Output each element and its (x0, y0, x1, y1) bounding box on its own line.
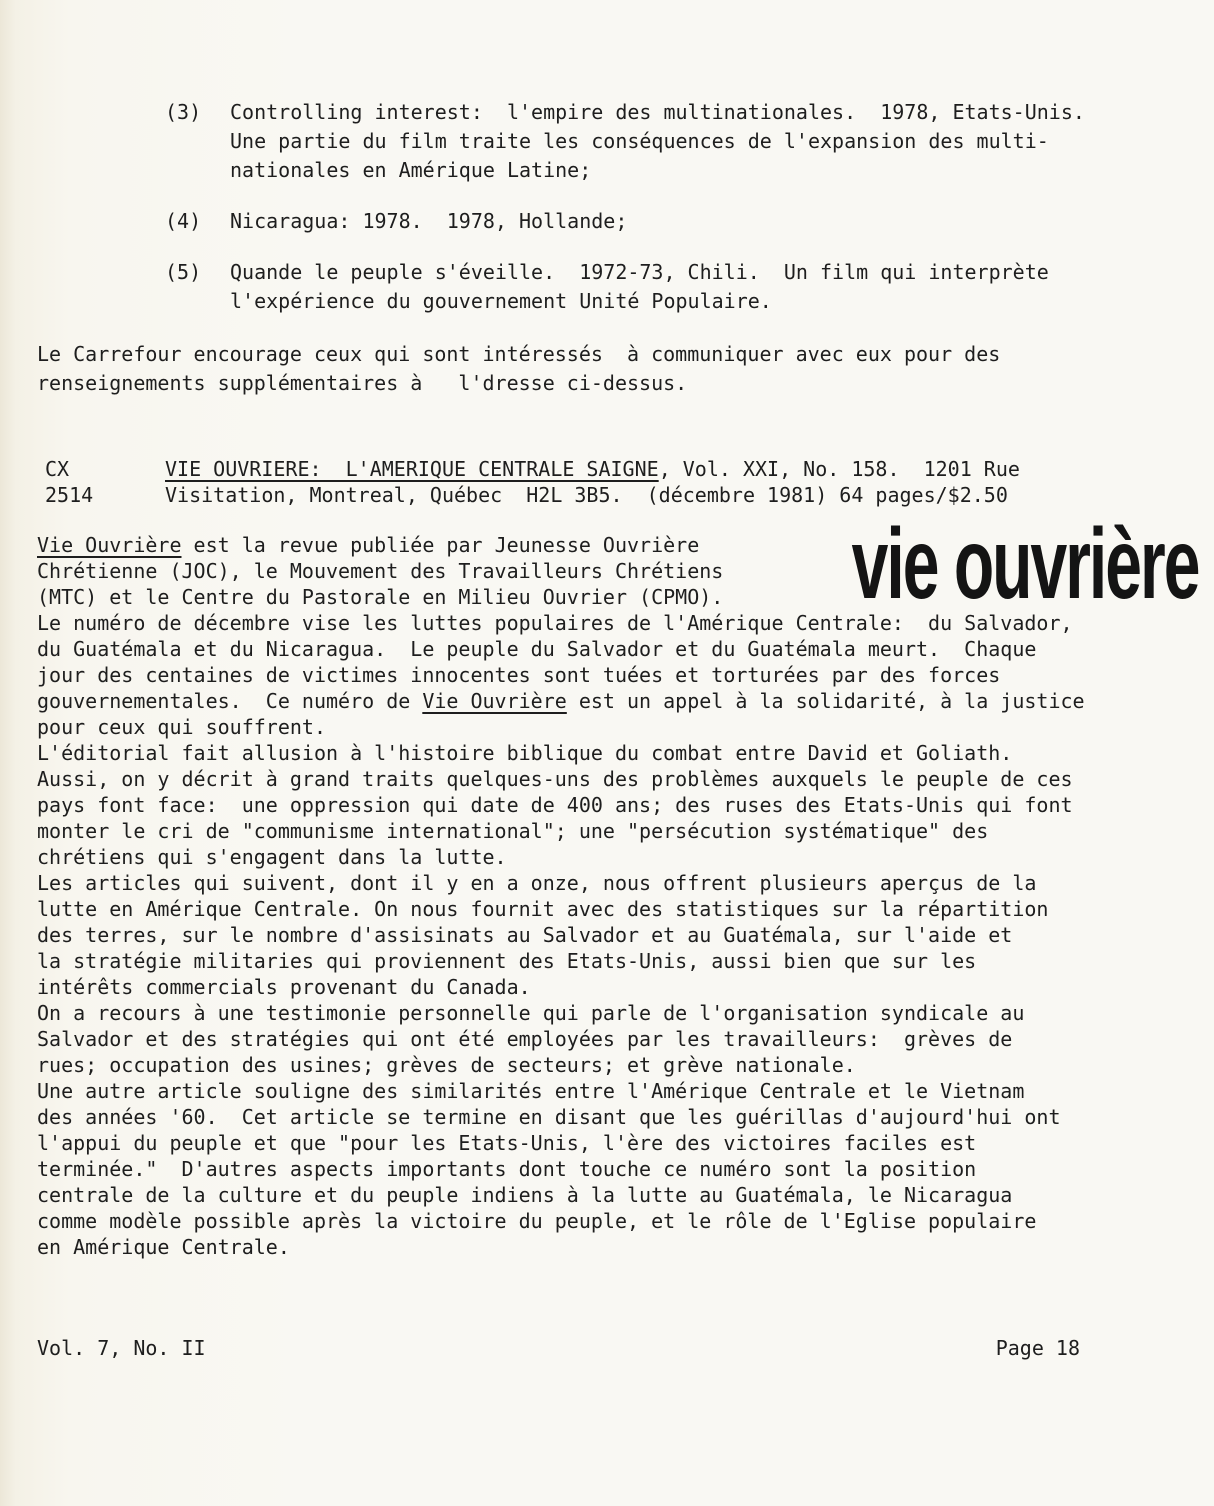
film-item-number: (4) (165, 209, 202, 233)
carrefour-paragraph: Le Carrefour encourage ceux qui sont intéressés à communiquer avec eux pour des renseignements supplémentaires à l'dresse ci-dessus. (37, 342, 1001, 395)
film-item-number: (5) (165, 260, 202, 284)
review-paragraph-4: On a recours à une testimonie personnelle qui parle de l'organisation syndicale au Salvador et des stratégies qui ont été employées par les travailleurs: grèves de rues; occupation des usines; grèves de secteurs; et grève nationale. (37, 1001, 1025, 1077)
film-item-text: Quande le peuple s'éveille. 1972-73, Chili. Un film qui interprète l'expérience du gouvernement Unité Populaire. (230, 260, 1049, 313)
film-list-item-3 (165, 98, 1184, 185)
film-item-number: (3) (165, 100, 202, 124)
review-paragraph-5: Une autre article souligne des similarités entre l'Amérique Centrale et le Vietnam des années '60. Cet article se termine en disant que les guérillas d'aujourd'hui ont l'appui du peuple et que "pour les Etats-Unis, l'ère des victoires faciles est terminée." D'autres aspects importants dont touche ce numéro sont la position centrale de la culture et du peuple indiens à la lutte au Guatémala, le Nicaragua comme modèle possible après la victoire du peuple, et le rôle de l'Eglise populaire en Amérique Centrale. (37, 1079, 1061, 1259)
film-item-text: Controlling interest: l'empire des multinationales. 1978, Etats-Unis. Une partie du film traite les conséquences de l'expansion des multi- nationales en Amérique Latine; (230, 100, 1085, 182)
film-list (165, 98, 1184, 316)
film-list-item-4 (165, 207, 1184, 236)
review-paragraph-3: Les articles qui suivent, dont il y en a onze, nous offrent plusieurs aperçus de la lutte en Amérique Centrale. On nous fournit avec des statistiques sur la répartition des terres, sur le nombre d'assisinats au Salvador et au Guatémala, sur l'aide et la stratégie militaries qui proviennent des Etats-Unis, aussi bien que sur les intérêts commercials provenant du Canada. (37, 871, 1049, 999)
catalog-entry-title: VIE OUVRIERE: L'AMERIQUE CENTRALE SAIGNE, Vol. XXI, No. 158. 1201 Rue Visitation, Montreal, Québec H2L 3B5. (décembre 1981) 64 pages/$2.50 (165, 457, 1020, 507)
footer-volume: Vol. 7, No. II (37, 1336, 206, 1360)
catalog-code-prefix: CX (45, 457, 70, 481)
catalog-entry (37, 456, 1184, 508)
review-paragraph-1: Vie Ouvrière est la revue publiée par Jeunesse Ouvrière Chrétienne (JOC), le Mouvement des Travailleurs Chrétiens (MTC) et le Centre du Pastorale en Milieu Ouvrier (CPMO). Le numéro de décembre vise les luttes populaires de l'Amérique Centrale: du Salvador, du Guatémala et du Nicaragua. Le peuple du Salvador et du Guatémala meurt. Chaque jour des centaines de victimes innocentes sont tuées et torturées par des forces gouvernementales. Ce numéro de Vie Ouvrière est un appel à la solidarité, à la justice pour ceux qui souffrent. (37, 533, 1085, 739)
review-section (37, 508, 1198, 1260)
review-paragraph-2: L'éditorial fait allusion à l'histoire biblique du combat entre David et Goliath. Aussi, on y décrit à grand traits quelques-uns des problèmes auxquels le peuple de ces pays font face: une oppression qui date de 400 ans; des ruses des Etats-Unis qui font monter le cri de "communisme international"; une "persécution systématique" des chrétiens qui s'engagent dans la lutte. (37, 741, 1073, 869)
vie-ouvriere-logo: vie ouvrière (851, 508, 1198, 620)
catalog-code (45, 456, 165, 508)
page-footer (37, 1335, 1184, 1361)
film-list-item-5 (165, 258, 1184, 316)
film-item-text: Nicaragua: 1978. 1978, Hollande; (230, 209, 628, 233)
catalog-code-number: 2514 (45, 483, 94, 507)
footer-page-number: Page 18 (995, 1336, 1080, 1360)
